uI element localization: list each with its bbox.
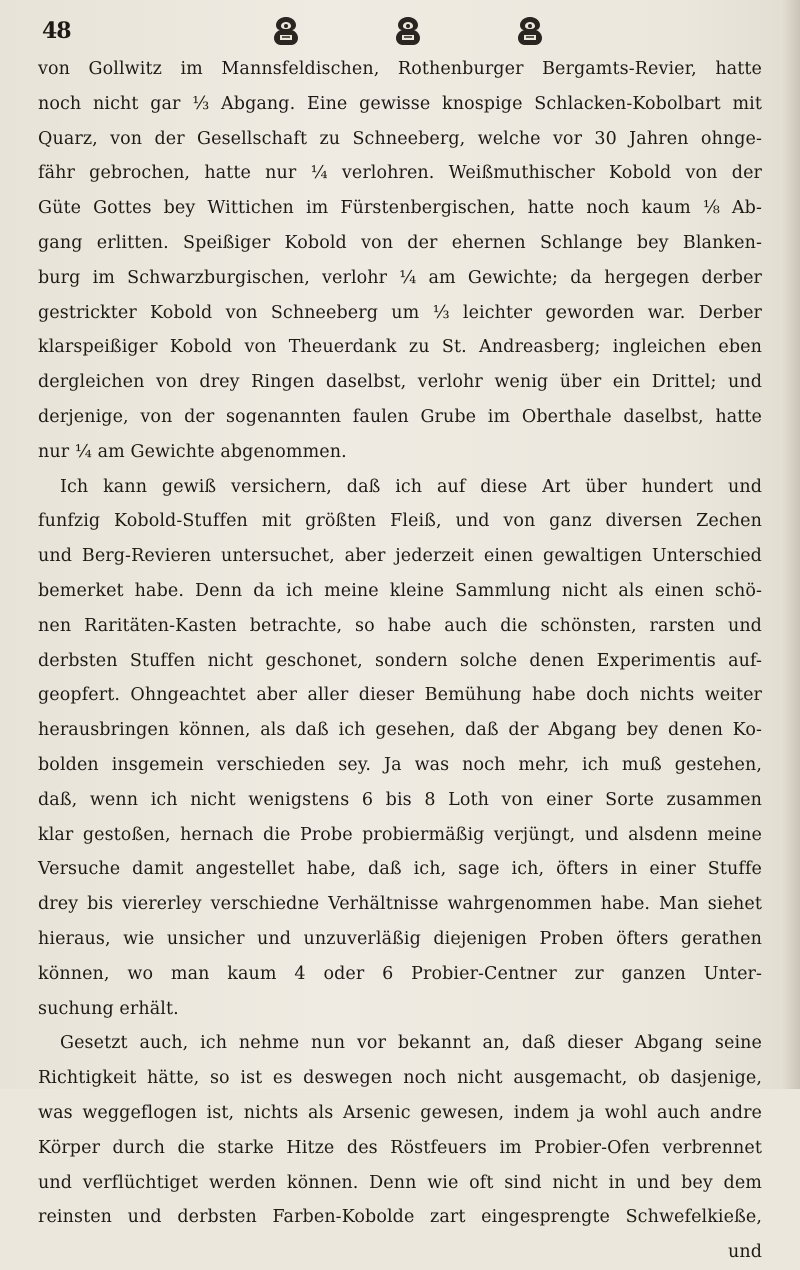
text-line: Gesetzt auch, ich nehme nun vor bekannt an, daß dieser Abgang seine [60, 1033, 762, 1054]
text-line: nen Raritäten-Kasten betrachte, so habe auch die schönsten, rarsten und [38, 615, 762, 636]
text-line: reinsten und derbsten Farben-Kobolde zart eingesprengte Schwefelkieße, [38, 1207, 762, 1228]
text-line: und Berg-Revieren untersuchet, aber jederzeit einen gewaltigen Unterschied [38, 546, 762, 567]
header-ornaments [268, 14, 548, 48]
text-line: Ich kann gewiß versichern, daß ich auf diese Art über hundert und [60, 476, 762, 497]
text-line: noch nicht gar ⅓ Abgang. Eine gewisse knospige Schlacken-Kobolbart mit [38, 93, 762, 114]
text-line: funfzig Kobold-Stuffen mit größten Fleiß, und von ganz diversen Zechen [38, 511, 762, 532]
body-text [38, 52, 762, 1270]
text-line: bolden insgemein verschieden sey. Ja was noch mehr, ich muß gestehen, [38, 754, 762, 775]
text-line: klarspeißiger Kobold von Theuerdank zu St. Andreasberg; ingleichen eben [38, 337, 762, 358]
text-line: suchung erhält. [38, 998, 179, 1019]
page-number: 48 [42, 18, 71, 44]
text-line: Körper durch die starke Hitze des Röstfeuers im Probier-Ofen verbrennet [38, 1137, 762, 1158]
text-line: fähr gebrochen, hatte nur ¼ verlohren. Weißmuthischer Kobold von der [38, 163, 762, 184]
fleuron-icon [390, 14, 426, 48]
text-line: klar gestoßen, hernach die Probe probiermäßig verjüngt, und alsdenn meine [38, 824, 762, 845]
fleuron-icon [512, 14, 548, 48]
text-line: gang erlitten. Speißiger Kobold von der ehernen Schlange bey Blanken- [38, 232, 762, 253]
text-line: was weggeflogen ist, nichts als Arsenic gewesen, indem ja wohl auch andre [38, 1102, 762, 1123]
text-line: geopfert. Ohngeachtet aber aller dieser Bemühung habe doch nichts weiter [38, 685, 762, 706]
text-line: gestrickter Kobold von Schneeberg um ⅓ leichter geworden war. Derber [38, 302, 762, 323]
text-line: drey bis viererley verschiedne Verhältnisse wahrgenommen habe. Man siehet [38, 894, 762, 915]
fleuron-icon [268, 14, 304, 48]
text-line: derbsten Stuffen nicht geschonet, sondern solche denen Experimentis auf- [38, 650, 762, 671]
text-line: derjenige, von der sogenannten faulen Grube im Oberthale daselbst, hatte [38, 406, 762, 427]
text-line: dergleichen von drey Ringen daselbst, verlohr wenig über ein Drittel; und [38, 372, 762, 393]
text-line: burg im Schwarzburgischen, verlohr ¼ am Gewichte; da hergegen derber [38, 267, 762, 288]
text-line: Versuche damit angestellet habe, daß ich, sage ich, öfters in einer Stuffe [38, 859, 762, 880]
text-line: Richtigkeit hätte, so ist es deswegen noch nicht ausgemacht, ob dasjenige, [38, 1068, 762, 1089]
text-line: herausbringen können, als daß ich gesehen, daß der Abgang bey denen Ko- [38, 720, 762, 741]
catchword: und [727, 1242, 762, 1263]
text-line: von Gollwitz im Mannsfeldischen, Rothenburger Bergamts-Revier, hatte [38, 59, 762, 79]
page-edge-shadow [782, 0, 800, 1089]
text-line: können, wo man kaum 4 oder 6 Probier-Centner zur ganzen Unter- [38, 963, 762, 984]
page-header [38, 14, 758, 48]
text-line: hieraus, wie unsicher und unzuverläßig diejenigen Proben öfters gerathen [38, 928, 762, 949]
text-line: Güte Gottes bey Wittichen im Fürstenbergischen, hatte noch kaum ⅛ Ab- [38, 198, 762, 219]
text-line: und verflüchtiget werden können. Denn wie oft sind nicht in und bey dem [38, 1172, 762, 1193]
text-line: Quarz, von der Gesellschaft zu Schneeberg, welche vor 30 Jahren ohnge- [38, 128, 762, 149]
text-line: bemerket habe. Denn da ich meine kleine Sammlung nicht als einen schö- [38, 580, 762, 601]
text-line: nur ¼ am Gewichte abgenommen. [38, 441, 347, 462]
text-line: daß, wenn ich nicht wenigstens 6 bis 8 Loth von einer Sorte zusammen [38, 789, 762, 810]
